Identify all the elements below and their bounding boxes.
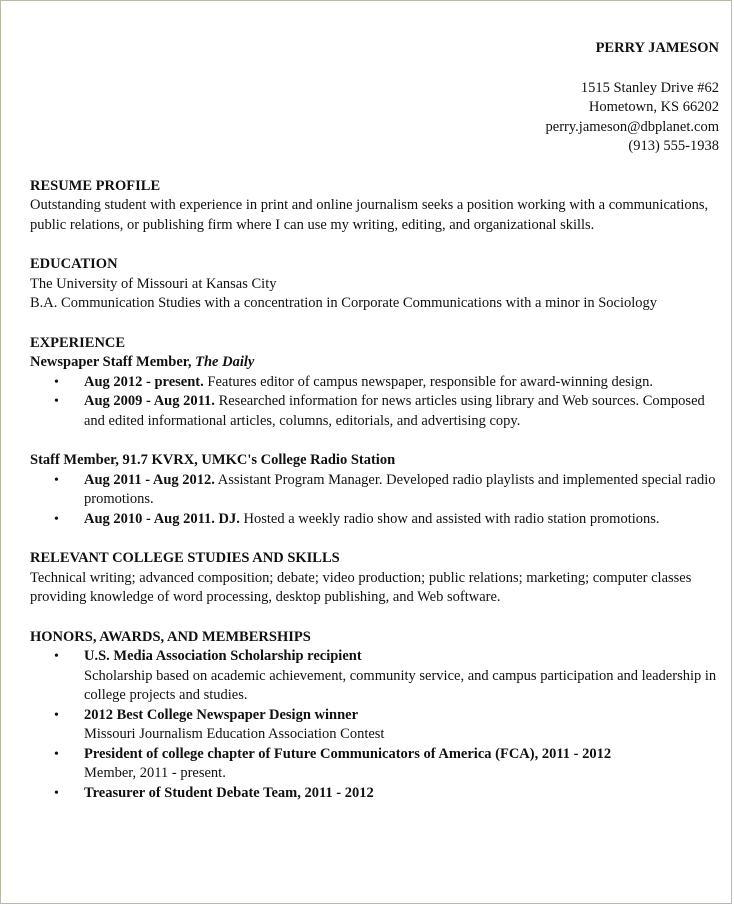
list-item: • 2012 Best College Newspaper Design winner Missouri Journalism Education Association Contest [54, 706, 385, 742]
profile-heading: RESUME PROFILE [30, 177, 161, 194]
list-item: • Aug 2010 - Aug 2011. DJ. Hosted a weekly radio show and assisted with radio station promotions. [54, 510, 660, 527]
studies-text: Technical writing; advanced composition; debate; video production; public relations; marketing; computer classes providing knowledge of word processing, desktop publishing, and Web software. [30, 569, 692, 605]
address-line-2: Hometown, KS 66202 [588, 99, 719, 115]
email: perry.jameson@dbplanet.com [545, 118, 719, 135]
candidate-name: PERRY JAMESON [595, 40, 719, 56]
honors-list [30, 647, 719, 803]
radio-duties-list [30, 471, 719, 530]
contact-header [30, 39, 719, 157]
newspaper-duties-list [30, 373, 719, 432]
job-title-radio: Staff Member, 91.7 KVRX, UMKC's College Radio Station [30, 452, 396, 468]
list-item: • Aug 2009 - Aug 2011. Researched information for news articles using library and Web sources. Composed and edited informational articles, columns, editorials, and advertising copy. [54, 393, 705, 429]
resume-content [30, 39, 719, 803]
list-item: • Treasurer of Student Debate Team, 2011 - 2012 [54, 784, 374, 801]
profile-text: Outstanding student with experience in print and online journalism seeks a position working with a communications, public relations, or publishing firm where I can use my writing, editing, and organizational skills. [30, 197, 709, 233]
publication-name: The Daily [195, 354, 255, 370]
list-item: • Aug 2012 - present. Features editor of campus newspaper, responsible for award-winning design. [54, 373, 653, 390]
degree-text: B.A. Communication Studies with a concentration in Corporate Communications with a minor in Sociology [30, 295, 658, 311]
address-line-1: 1515 Stanley Drive #62 [580, 79, 719, 96]
honors-heading: HONORS, AWARDS, AND MEMBERSHIPS [30, 628, 311, 645]
list-item: • Aug 2011 - Aug 2012. Assistant Program Manager. Developed radio playlists and implemented special radio promotions. [54, 471, 716, 507]
list-item: • President of college chapter of Future Communicators of America (FCA), 2011 - 2012 Member, 2011 - present. [54, 745, 612, 781]
job-title-newspaper: Newspaper Staff Member, The Daily [30, 354, 255, 370]
studies-heading: RELEVANT COLLEGE STUDIES AND SKILLS [30, 550, 340, 566]
experience-heading: EXPERIENCE [30, 334, 126, 351]
phone: (913) 555-1938 [628, 138, 719, 154]
education-heading: EDUCATION [30, 256, 118, 272]
list-item: • U.S. Media Association Scholarship recipient Scholarship based on academic achievement, community service, and campus participation and leadership in college projects and studies. [54, 648, 717, 703]
school-name: The University of Missouri at Kansas City [30, 275, 277, 292]
